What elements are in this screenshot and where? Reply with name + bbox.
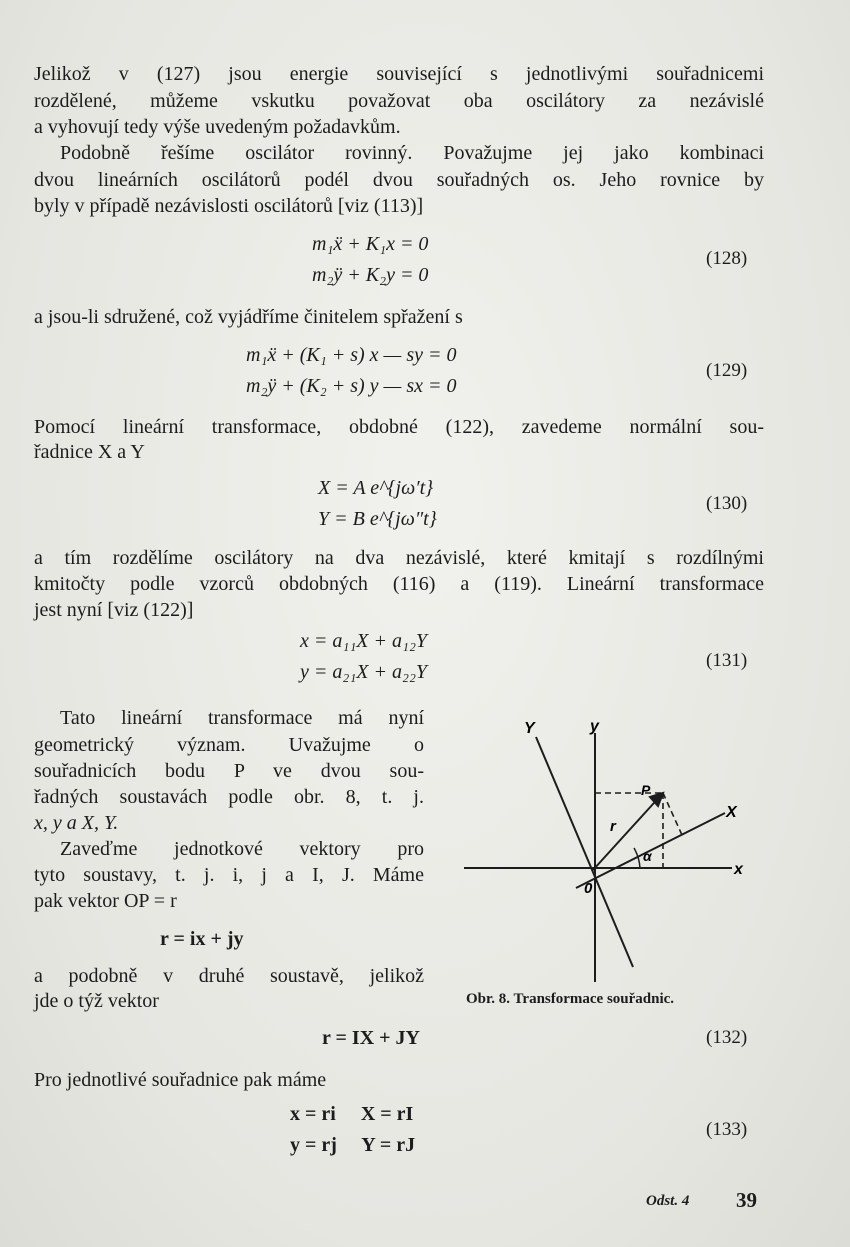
text-line: a tím rozdělíme oscilátory na dva nezávislé, které kmitají s rozdílnými (34, 547, 764, 569)
text-line: Zaveďme jednotkové vektory pro (60, 838, 424, 860)
equation-r-ij: r = ix + jy (160, 928, 244, 950)
text-line: řadných soustavách podle obr. 8, t. j. (34, 786, 424, 808)
projection-to-X (663, 793, 682, 835)
figure-caption: Obr. 8. Transformace souřadnic. (466, 991, 675, 1007)
vector-r (593, 793, 663, 870)
text-line: geometrický význam. Uvažujme o (34, 734, 424, 756)
equation-130b: Y = B e^{jω″t} (318, 508, 437, 530)
label-x-small: x (734, 861, 743, 878)
text-line: jest nyní [viz (122)] (34, 599, 194, 621)
label-Y-big: Y (524, 720, 535, 737)
text-line: řadnice X a Y (34, 441, 145, 463)
text-line: souřadnicích bodu P ve dvou sou- (34, 760, 424, 782)
equation-number-133: (133) (706, 1119, 748, 1140)
equation-number-131: (131) (706, 650, 748, 671)
label-r: r (610, 818, 616, 835)
equation-131a: x = a₁₁X + a₁₂Y (300, 630, 428, 652)
text-line: tyto soustavy, t. j. i, j a I, J. Máme (34, 864, 424, 886)
text-line: kmitočty podle vzorců obdobných (116) a (119). Lineární transformace (34, 573, 764, 595)
equation-number-129: (129) (706, 360, 748, 381)
section-marker: Odst. 4 (646, 1193, 690, 1209)
equation-number-132: (132) (706, 1027, 748, 1048)
label-alpha: α (643, 848, 652, 864)
label-y-small: y (590, 718, 599, 735)
text-line: Podobně řešíme oscilátor rovinný. Považujme jej jako kombinaci (60, 142, 764, 164)
page-number: 39 (736, 1188, 757, 1212)
text-line: rozdělené, můžeme vskutku považovat oba oscilátory za nezávislé (34, 90, 764, 112)
text-line: jde o týž vektor (34, 990, 159, 1012)
label-origin: 0 (584, 880, 593, 897)
text-line: a podobně v druhé soustavě, jelikož (34, 965, 424, 987)
text-line: pak vektor OP = r (34, 890, 177, 912)
text-line: a vyhovují tedy výše uvedeným požadavkům. (34, 116, 401, 138)
label-P: P (641, 782, 651, 798)
text-line: byly v případě nezávislosti oscilátorů [viz (113)] (34, 195, 424, 217)
equation-133a: x = ri X = rI (290, 1103, 414, 1125)
equation-133b: y = rj Y = rJ (290, 1134, 416, 1156)
equation-129b: m₂ÿ + (K₂ + s) y — sx = 0 (246, 375, 457, 397)
text-line: x, y a X, Y. (34, 812, 119, 834)
text-line: dvou lineárních oscilátorů podél dvou souřadných os. Jeho rovnice by (34, 169, 764, 191)
equation-number-130: (130) (706, 493, 748, 514)
equation-number-128: (128) (706, 248, 748, 269)
label-X-big: X (726, 804, 737, 821)
equation-128b: m₂ÿ + K₂y = 0 (312, 264, 429, 286)
text-line: Pro jednotlivé souřadnice pak máme (34, 1069, 327, 1091)
equation-130a: X = A e^{jω′t} (318, 477, 434, 499)
text-line: Jelikož v (127) jsou energie související s jednotlivými souřadnicemi (34, 63, 764, 85)
coordinate-figure (450, 705, 770, 990)
equation-128a: m₁ẍ + K₁x = 0 (312, 233, 429, 255)
text-line: Pomocí lineární transformace, obdobné (122), zavedeme normální sou- (34, 416, 764, 438)
text-line: a jsou-li sdružené, což vyjádříme činitelem spřažení s (34, 306, 463, 328)
text-line: Tato lineární transformace má nyní (60, 707, 424, 729)
equation-131b: y = a₂₁X + a₂₂Y (300, 661, 428, 683)
equation-132: r = IX + JY (322, 1027, 420, 1049)
equation-129a: m₁ẍ + (K₁ + s) x — sy = 0 (246, 344, 457, 366)
Y-axis (536, 737, 633, 967)
